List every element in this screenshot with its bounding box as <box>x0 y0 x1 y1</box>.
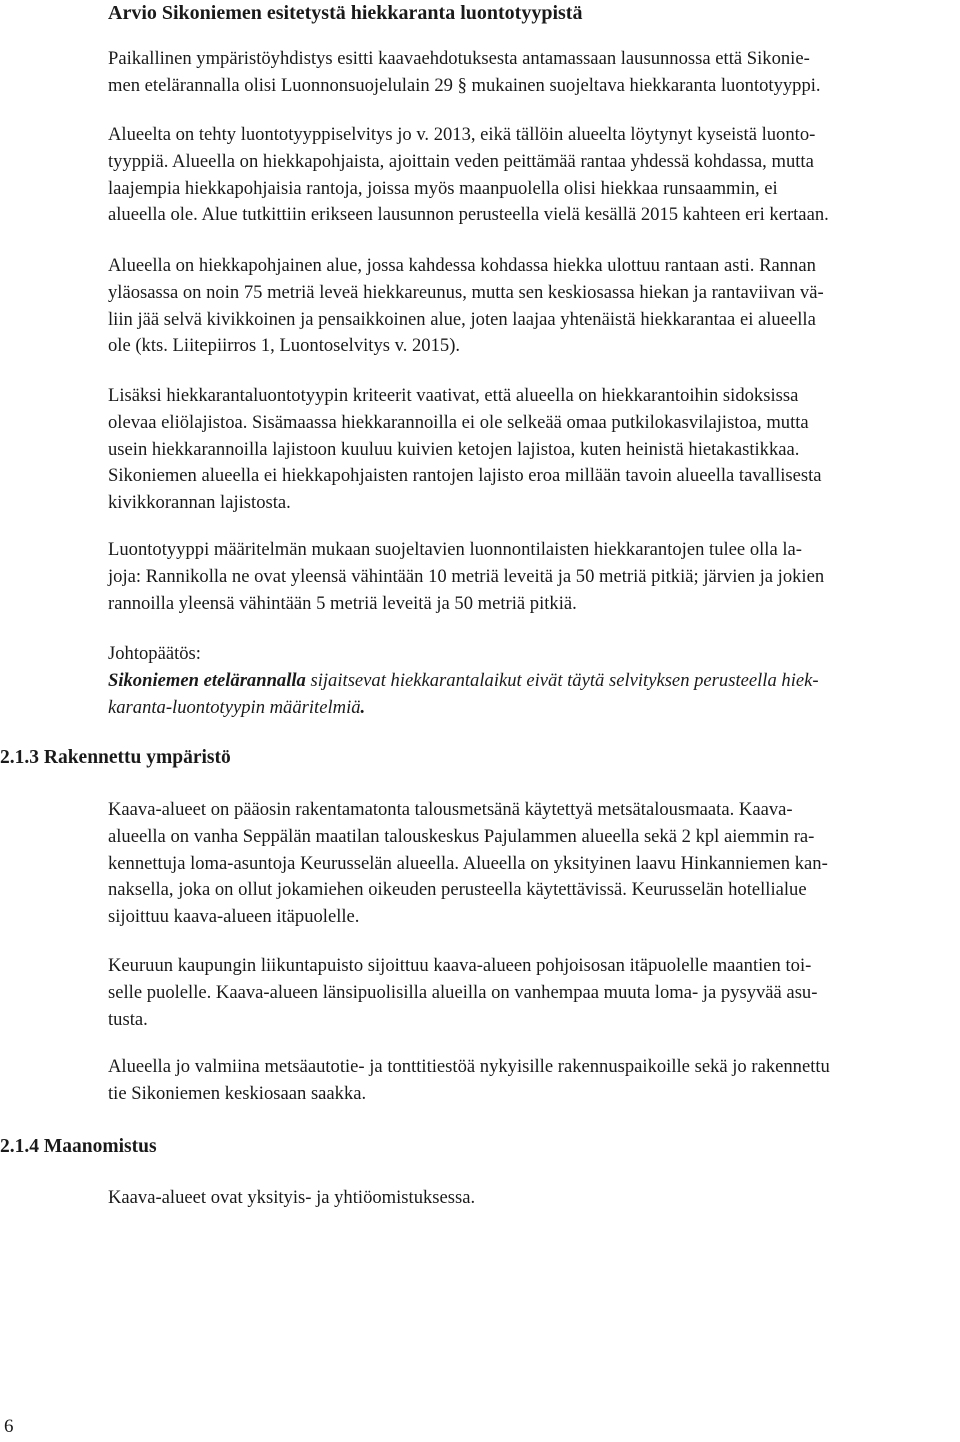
conclusion-line <box>108 695 819 722</box>
conclusion-text <box>108 668 819 722</box>
paragraph-ownership <box>108 1185 956 1212</box>
text-line: liin jää selvä kivikkoinen ja pensaikkoinen alue, joten laajaa yhtenäistä hiekkarantaa ei alueella <box>108 308 816 330</box>
text-line: joja: Rannikolla ne ovat yleensä vähintään 10 metriä leveitä ja 50 metriä pitkiä; järvien ja jokien <box>108 565 825 587</box>
paragraph-statement <box>108 46 956 100</box>
text-line: tusta. <box>108 1008 148 1030</box>
text-line: Lisäksi hiekkarantaluontotyypin kriteerit vaativat, että alueella on hiekkarantoihin sidoksissa <box>108 385 799 406</box>
text-line: Sikoniemen alueella ei hiekkapohjaisten rantojen lajisto eroa millään tavoin alueella tavallisesta <box>108 465 822 487</box>
text-line: selle puolelle. Kaava-alueen länsipuolisilla alueilla on vanhempaa muuta loma- ja pysyvää asu- <box>108 981 818 1003</box>
text-line: tyyppiä. Alueella on hiekkapohjaista, ajoittain veden peittämää rantaa yhdessä kohdassa, mutta <box>108 150 814 172</box>
paragraph-criteria <box>108 383 956 517</box>
text-line: tie Sikoniemen keskiosaan saakka. <box>108 1082 367 1104</box>
text-line: Kaava-alueet on pääosin rakentamatonta talousmetsänä käytettyä metsätalousmaata. Kaava- <box>108 799 793 820</box>
text-line: alueella on vanha Seppälän maatilan talouskeskus Pajulammen alueella sekä 2 kpl aiemmin ra- <box>108 825 815 847</box>
text-line: alueella ole. Alue tutkittiin erikseen lausunnon perusteella vielä kesällä 2015 kahteen eri kertaan. <box>108 204 829 226</box>
conclusion-rest: karanta-luontotyypin määritelmiä <box>108 696 361 718</box>
page-title: Arvio Sikoniemen esitetystä hiekkaranta luontotyypistä <box>108 2 583 24</box>
text-line: olevaa eliölajistoa. Sisämaassa hiekkarannoilla ei ole selkeää omaa putkilokasvilajistoa, mutta <box>108 411 809 433</box>
text-line: Alueelta on tehty luontotyyppiselvitys jo v. 2013, eikä tällöin alueelta löytynyt kyseistä luonto- <box>108 124 816 145</box>
text-line: Keuruun kaupungin liikuntapuisto sijoittuu kaava-alueen pohjoisosan itäpuolelle maantien toi- <box>108 955 812 976</box>
text-line: laajempia hiekkapohjaisia rantoja, joissa myös maanpuolella olisi hiekkaa runsaammin, ei <box>108 177 778 199</box>
text-line: naksella, joka on ollut jokamiehen oikeuden perusteella käytettävissä. Keurusselän hotellialue <box>108 879 807 901</box>
paragraph-roads <box>108 1054 956 1108</box>
conclusion-label: Johtopäätös: <box>108 643 201 664</box>
conclusion-rest: sijaitsevat hiekkarantalaikut eivät täytä selvityksen perusteella hiek- <box>305 670 819 691</box>
text-line: kennettuja loma-asuntoja Keurusselän alueella. Alueella on yksityinen laavu Hinkanniemen kan- <box>108 852 828 874</box>
text-line: ole (kts. Liitepiirros 1, Luontoselvitys v. 2015). <box>108 335 461 357</box>
text-line: sijoittuu kaava-alueen itäpuolelle. <box>108 906 360 928</box>
paragraph-sand-area <box>108 253 956 360</box>
text-line: Alueella jo valmiina metsäautotie- ja tonttitiestöä nykyisille rakennuspaikoille sekä jo rakennettu <box>108 1056 830 1077</box>
text-line: usein hiekkarannoilla lajistoon kuuluu kuivien ketojen lajistoa, kuten heinistä hietakastikkaa. <box>108 438 800 460</box>
conclusion-line <box>108 668 819 695</box>
paragraph-built-areas <box>108 797 956 931</box>
text-line: kivikkorannan lajistosta. <box>108 492 291 514</box>
text-line: men etelärannalla olisi Luonnonsuojelulain 29 § mukainen suojeltava hiekkaranta luontotyyppi. <box>108 74 821 96</box>
paragraph-definition <box>108 537 956 617</box>
paragraph-survey <box>108 122 956 229</box>
paragraph-sports-park <box>108 953 956 1033</box>
text-line: Kaava-alueet ovat yksityis- ja yhtiöomistuksessa. <box>108 1187 476 1208</box>
section-heading-built-environment: 2.1.3 Rakennettu ympäristö <box>0 747 231 768</box>
text-line: Paikallinen ympäristöyhdistys esitti kaavaehdotuksesta antamassaan lausunnossa että Sikonie- <box>108 48 810 69</box>
conclusion-period: . <box>360 696 366 718</box>
section-heading-land-ownership: 2.1.4 Maanomistus <box>0 1136 157 1157</box>
conclusion-emphasis: Sikoniemen etelärannalla <box>108 670 306 691</box>
text-line: rannoilla yleensä vähintään 5 metriä leveitä ja 50 metriä pitkiä. <box>108 592 577 614</box>
page-number: 6 <box>4 1416 14 1437</box>
text-line: Alueella on hiekkapohjainen alue, jossa kahdessa kohdassa hiekka ulottuu rantaan asti. Rannan <box>108 255 816 276</box>
text-line: yläosassa on noin 75 metriä leveä hiekkareunus, mutta sen keskiosassa hiekan ja rantaviivan vä- <box>108 281 824 303</box>
text-line: Luontotyyppi määritelmän mukaan suojeltavien luonnontilaisten hiekkarantojen tulee olla la- <box>108 539 802 560</box>
